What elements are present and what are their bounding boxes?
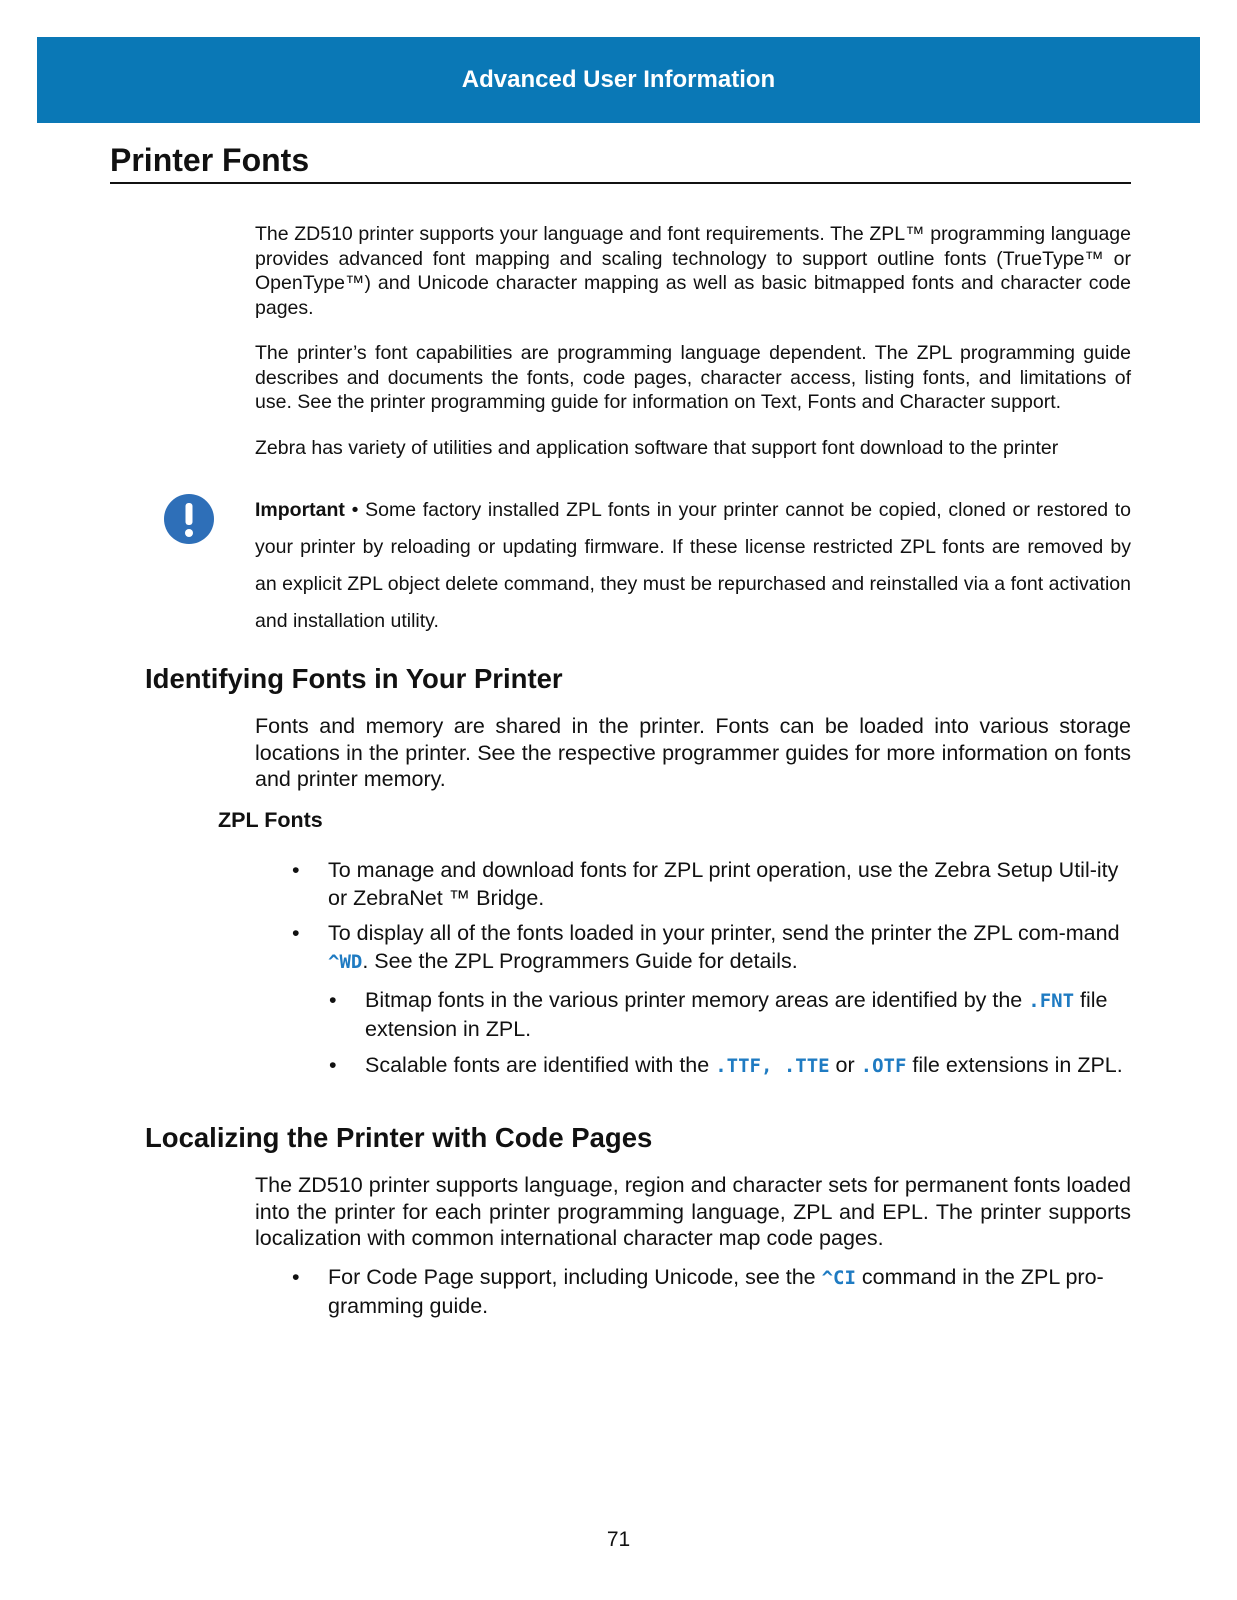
- intro-paragraph-1: The ZD510 printer supports your language and font requirements. The ZPL™ programming language provides advanced font mapping and scaling technology to support outline fonts (TrueType™ or OpenType™) and Unicode character mapping as well as basic bitmapped fonts and character code pages.: [255, 223, 1131, 319]
- heading-localizing: Localizing the Printer with Code Pages: [145, 1122, 653, 1153]
- bullet-text: Scalable fonts are identified with the: [365, 1053, 716, 1077]
- list-item: [292, 919, 1131, 976]
- identifying-body: Fonts and memory are shared in the printer. Fonts can be loaded into various storage locations in the printer. See the respective programmer guides for more information on fonts and printer memory.: [255, 714, 1131, 791]
- file-extension-code: .FNT: [1028, 990, 1075, 1012]
- page-number: 71: [606, 1528, 631, 1551]
- page-title: Printer Fonts: [110, 140, 1131, 184]
- banner-title: Advanced User Information: [461, 66, 776, 93]
- localizing-body: The ZD510 printer supports language, region and character sets for permanent fonts loaded into the printer for each printer programming language, ZPL and EPL. The printer supports localization with common international character map code pages.: [255, 1173, 1131, 1250]
- header-banner: [37, 37, 1200, 123]
- bullet-dot: •: [292, 921, 300, 945]
- list-item: [292, 856, 1131, 912]
- bullet-text: command in the ZPL pro-gramming guide.: [328, 1265, 1104, 1318]
- bullet-text: Bitmap fonts in the various printer memory areas are identified by the: [365, 988, 1029, 1012]
- important-label: Important: [255, 499, 345, 521]
- heading-identifying-fonts: Identifying Fonts in Your Printer: [145, 663, 563, 694]
- file-extension-code: .TTF, .TTE: [715, 1055, 830, 1077]
- bullet-dot: •: [329, 988, 337, 1012]
- list-item: [329, 1051, 1131, 1080]
- intro-paragraph-2: The printer’s font capabilities are programming language dependent. The ZPL programming guide describes and documents the fonts, code pages, character access, listing fonts, and limitations of use. See the printer programming guide for information on Text, Fonts and Character support.: [255, 342, 1131, 413]
- bullet-dot: •: [292, 858, 300, 882]
- bullet-text: file extensions in ZPL.: [906, 1053, 1123, 1077]
- list-item: [329, 986, 1131, 1043]
- exclamation-circle-icon: [163, 493, 215, 545]
- important-text: • Some factory installed ZPL fonts in your printer cannot be copied, cloned or restored to your printer by reloading or updating firmware. If these license restricted ZPL fonts are removed by an explicit ZPL object delete command, they must be repurchased and reinstalled via a font activation and installation utility.: [255, 499, 1131, 632]
- command-code: ^CI: [821, 1267, 856, 1289]
- bullet-text: file extension in ZPL.: [365, 988, 1108, 1041]
- bullet-text: or: [829, 1053, 861, 1077]
- bullet-dot: •: [292, 1265, 300, 1289]
- list-item: [292, 1263, 1131, 1320]
- bullet-text: For Code Page support, including Unicode, see the: [328, 1265, 822, 1289]
- command-code: ^WD: [328, 951, 363, 973]
- bullet-text: To display all of the fonts loaded in your printer, send the printer the ZPL com-mand: [328, 921, 1120, 945]
- bullet-text: To manage and download fonts for ZPL print operation, use the Zebra Setup Util-ity or ZebraNet ™ Bridge.: [328, 858, 1119, 910]
- bullet-dot: •: [329, 1053, 337, 1077]
- file-extension-code: .OTF: [860, 1055, 907, 1077]
- intro-paragraph-3: Zebra has variety of utilities and application software that support font download to the printer: [255, 437, 1059, 459]
- bullet-text: . See the ZPL Programmers Guide for details.: [362, 949, 798, 973]
- heading-zpl-fonts: ZPL Fonts: [218, 808, 323, 832]
- important-note: [255, 492, 1131, 640]
